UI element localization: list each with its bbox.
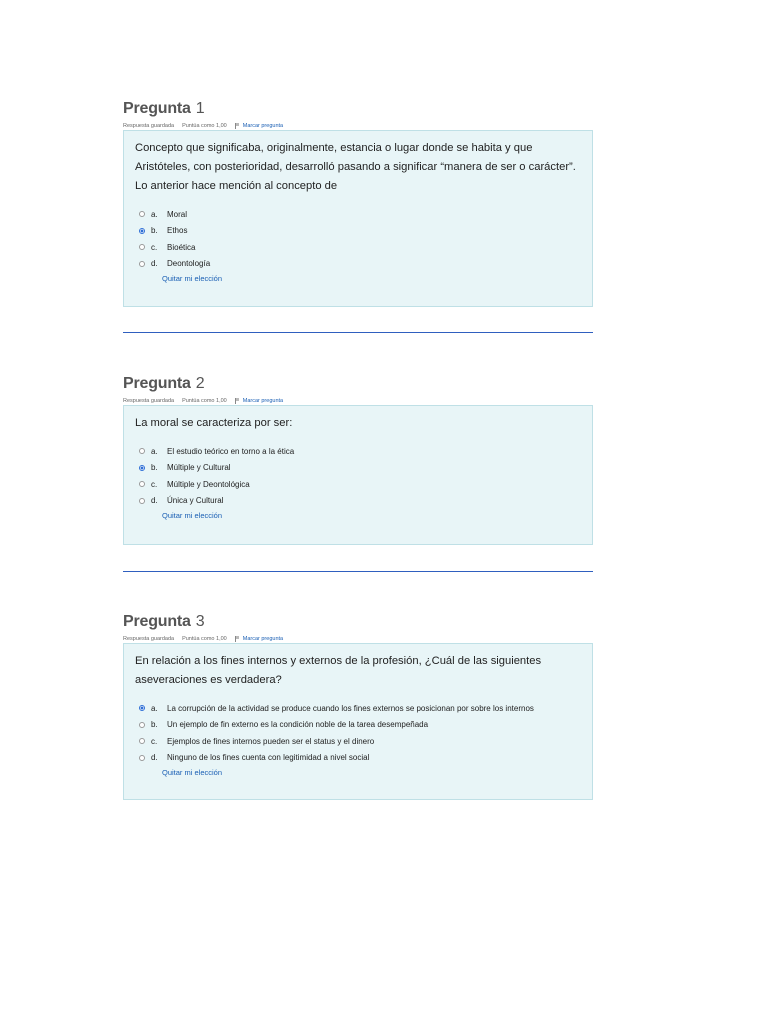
option-label: Múltiple y Cultural: [167, 463, 231, 473]
status-text: Respuesta guardada: [123, 122, 175, 129]
option-letter: a.: [151, 446, 158, 456]
radio-button[interactable]: [139, 244, 145, 250]
question-header: [123, 613, 593, 633]
option-label: La corrupción de la actividad se produce cuando los fines externos se posicionan por sobre los internos: [167, 703, 534, 713]
flag-question-link[interactable]: [235, 636, 291, 642]
question-header: [123, 100, 593, 120]
question-header: [123, 375, 593, 395]
question-title: Pregunta: [123, 100, 191, 117]
question-number: 2: [195, 375, 205, 392]
question-box: [123, 405, 593, 545]
option-label: El estudio teórico en torno a la ética: [167, 446, 295, 456]
answer-option-a[interactable]: [135, 700, 581, 717]
score-text: Puntúa como 1,00: [182, 397, 227, 404]
option-letter: d.: [151, 753, 158, 763]
answer-option-b[interactable]: [135, 460, 581, 477]
question-box: [123, 130, 593, 307]
option-label: Múltiple y Deontológica: [167, 479, 250, 489]
question-title: Pregunta: [123, 375, 191, 392]
flag-question-link[interactable]: [235, 123, 291, 129]
radio-button[interactable]: [139, 738, 145, 744]
option-letter: a.: [151, 703, 158, 713]
radio-button[interactable]: [139, 448, 145, 454]
status-text: Respuesta guardada: [123, 635, 175, 642]
flag-label: Marcar pregunta: [242, 122, 284, 129]
score-text: Puntúa como 1,00: [182, 122, 227, 129]
answer-option-b[interactable]: [135, 223, 581, 240]
radio-button-selected[interactable]: [139, 228, 145, 234]
answer-option-c[interactable]: [135, 733, 581, 750]
answer-option-a[interactable]: [135, 206, 581, 223]
option-letter: a.: [151, 209, 158, 219]
clear-choice-link[interactable]: Quitar mi elección: [162, 511, 223, 520]
flag-question-link[interactable]: [235, 398, 291, 404]
option-label: Deontología: [167, 259, 211, 269]
radio-button[interactable]: [139, 755, 145, 761]
option-label: Única y Cultural: [167, 496, 224, 506]
option-label: Bioética: [167, 242, 196, 252]
divider: [123, 571, 593, 572]
question-text: Concepto que significaba, originalmente, estancia o lugar donde se habita y que Aristóteles, con posterioridad, desarrolló pasando a significar “manera de ser o carácter”. Lo anterior hace mención al concepto de: [135, 142, 576, 192]
option-letter: c.: [151, 736, 158, 746]
answer-option-a[interactable]: [135, 443, 581, 460]
radio-button-selected[interactable]: [139, 465, 145, 471]
question-number: 1: [195, 100, 205, 117]
option-letter: d.: [151, 496, 158, 506]
answer-option-d[interactable]: [135, 256, 581, 273]
answer-options: [135, 443, 581, 509]
question-meta: [123, 396, 593, 405]
answer-option-b[interactable]: [135, 717, 581, 734]
status-text: Respuesta guardada: [123, 397, 175, 404]
answer-options: [135, 700, 581, 766]
flag-icon: [235, 398, 240, 404]
radio-button-selected[interactable]: [139, 705, 145, 711]
answer-options: [135, 206, 581, 272]
question-1: [123, 100, 593, 307]
question-text: La moral se caracteriza por ser:: [135, 417, 293, 429]
radio-button[interactable]: [139, 211, 145, 217]
radio-button[interactable]: [139, 722, 145, 728]
radio-button[interactable]: [139, 481, 145, 487]
score-text: Puntúa como 1,00: [182, 635, 227, 642]
question-3: [123, 613, 593, 800]
option-letter: b.: [151, 720, 158, 730]
option-label: Ethos: [167, 226, 188, 236]
answer-option-c[interactable]: [135, 476, 581, 493]
question-meta: [123, 121, 593, 130]
answer-option-c[interactable]: [135, 239, 581, 256]
question-2: [123, 375, 593, 545]
flag-label: Marcar pregunta: [242, 397, 284, 404]
question-number: 3: [195, 613, 205, 630]
question-box: [123, 643, 593, 800]
radio-button[interactable]: [139, 261, 145, 267]
flag-icon: [235, 636, 240, 642]
option-label: Ninguno de los fines cuenta con legitimidad a nivel social: [167, 753, 370, 763]
option-label: Ejemplos de fines internos pueden ser el status y el dinero: [167, 736, 375, 746]
question-text: En relación a los fines internos y externos de la profesión, ¿Cuál de las siguientes aseveraciones es verdadera?: [135, 655, 542, 686]
option-label: Un ejemplo de fin externo es la condición noble de la tarea desempeñada: [167, 720, 429, 730]
option-letter: d.: [151, 259, 158, 269]
option-letter: c.: [151, 242, 158, 252]
answer-option-d[interactable]: [135, 750, 581, 767]
option-letter: b.: [151, 226, 158, 236]
option-label: Moral: [167, 209, 188, 219]
answer-option-d[interactable]: [135, 493, 581, 510]
flag-label: Marcar pregunta: [242, 635, 284, 642]
radio-button[interactable]: [139, 498, 145, 504]
option-letter: b.: [151, 463, 158, 473]
option-letter: c.: [151, 479, 158, 489]
clear-choice-link[interactable]: Quitar mi elección: [162, 768, 223, 777]
question-title: Pregunta: [123, 613, 191, 630]
divider: [123, 332, 593, 333]
clear-choice-link[interactable]: Quitar mi elección: [162, 274, 223, 283]
flag-icon: [235, 123, 240, 129]
question-meta: [123, 634, 593, 643]
